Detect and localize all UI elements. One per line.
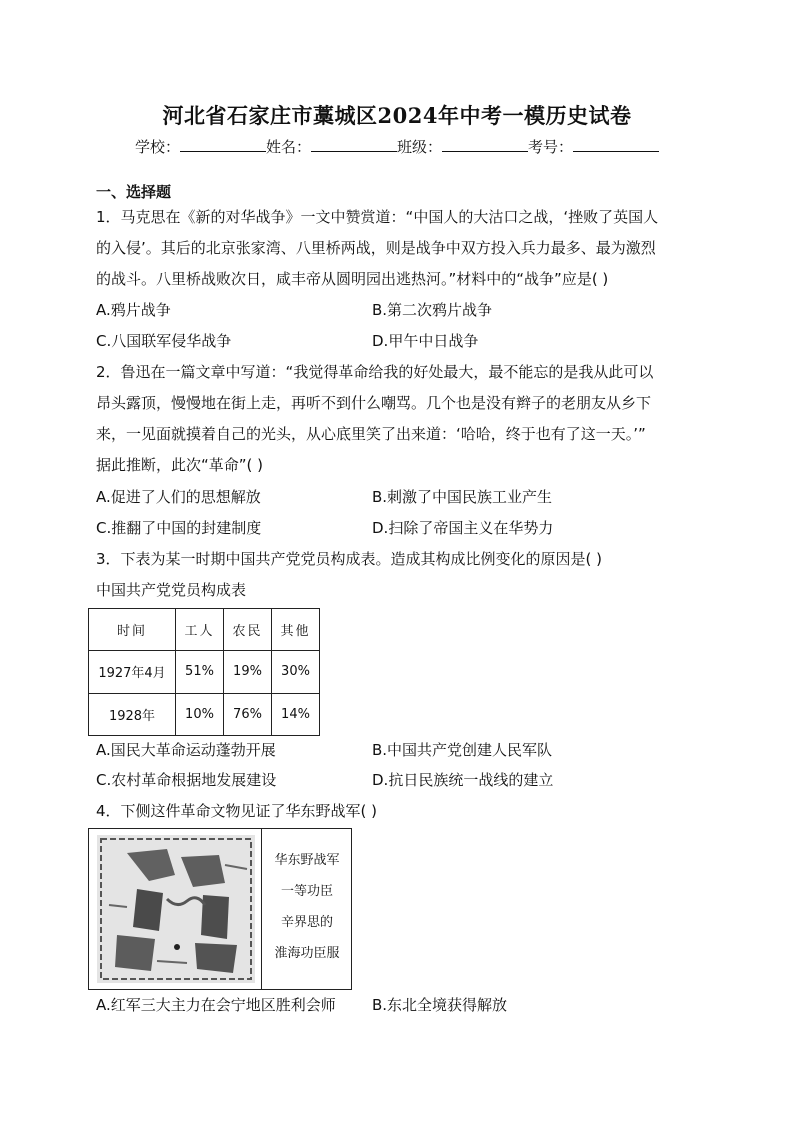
q3-table-title: 中国共产党党员构成表: [96, 581, 247, 599]
q3-option-c: C.农村革命根据地发展建设: [96, 771, 277, 789]
q2-option-a: A.促进了人们的思想解放: [96, 488, 261, 506]
q4-line: 4．下侧这件革命文物见证了华东野战军( ): [96, 802, 378, 820]
table-cell: 76%: [224, 693, 272, 735]
q1-option-a: A.鸦片战争: [96, 301, 171, 319]
q4-option-b: B.东北全境获得解放: [372, 996, 508, 1014]
table-cell: 1927年4月: [89, 651, 176, 693]
q3-option-d: D.抗日民族统一战线的建立: [372, 771, 554, 789]
table-header-row: [89, 609, 320, 651]
name-blank: [311, 137, 397, 152]
q2-line: 2．鲁迅在一篇文章中写道：“我觉得革命给我的好处最大，最不能忘的是我从此可以: [96, 363, 654, 381]
number-blank: [573, 137, 659, 152]
caption-line: 华东野战军: [274, 853, 340, 868]
q2-line: 来，一见面就摸着自己的光头，从心底里笑了出来道：‘哈哈，终于也有了这一天。’”: [96, 425, 646, 443]
caption-line: 淮海功臣服: [274, 946, 340, 961]
q1-option-b: B.第二次鸦片战争: [372, 301, 493, 319]
student-info-row: [0, 136, 794, 157]
table-cell: 14%: [272, 693, 320, 735]
table-cell: 1928年: [89, 693, 176, 735]
q4-option-a: A.红军三大主力在会宁地区胜利会师: [96, 996, 336, 1014]
school-blank: [180, 137, 266, 152]
relic-figure: [88, 828, 352, 990]
q2-option-c: C.推翻了中国的封建制度: [96, 519, 262, 537]
q3-option-a: A.国民大革命运动蓬勃开展: [96, 741, 276, 759]
class-label: 班级：: [397, 138, 443, 156]
relic-photo: [97, 835, 255, 983]
table-header-cell: 其他: [272, 609, 320, 651]
table-row: [89, 693, 320, 735]
exam-title: 河北省石家庄市藁城区2024年中考一模历史试卷: [162, 103, 632, 128]
table-row: [89, 651, 320, 693]
q1-option-c: C.八国联军侵华战争: [96, 332, 232, 350]
table-header-cell: 工人: [176, 609, 224, 651]
table-cell: 19%: [224, 651, 272, 693]
member-composition-table: [88, 608, 320, 736]
q1-option-d: D.甲午中日战争: [372, 332, 479, 350]
table-cell: 51%: [176, 651, 224, 693]
q2-line: 昂头露顶，慢慢地在街上走，再听不到什么嘲骂。几个也是没有辫子的老朋友从乡下: [96, 394, 652, 412]
caption-line: 一等功臣: [280, 884, 333, 899]
table-cell: 30%: [272, 651, 320, 693]
table-cell: 10%: [176, 693, 224, 735]
school-label: 学校：: [134, 138, 180, 156]
stamp-image: [97, 835, 255, 983]
table-header-cell: 农民: [224, 609, 272, 651]
table-header-cell: 时间: [89, 609, 176, 651]
q1-line: 1．马克思在《新的对华战争》一文中赞赏道：“中国人的大沽口之战，‘挫败了英国人: [96, 208, 659, 226]
section-heading: 一、选择题: [96, 183, 172, 201]
q3-line: 3．下表为某一时期中国共产党党员构成表。造成其构成比例变化的原因是( ): [96, 550, 603, 568]
number-label: 考号：: [528, 138, 574, 156]
name-label: 姓名：: [265, 138, 311, 156]
q2-option-d: D.扫除了帝国主义在华势力: [372, 519, 554, 537]
q2-line: 据此推断，此次“革命”( ): [96, 456, 264, 474]
q1-line: 的战斗。八里桥战败次日，咸丰帝从圆明园出逃热河。”材料中的“战争”应是( ): [96, 270, 609, 288]
q3-option-b: B.中国共产党创建人民军队: [372, 741, 553, 759]
caption-line: 辛界思的: [280, 915, 333, 930]
relic-caption: [262, 845, 352, 969]
class-blank: [442, 137, 528, 152]
q1-line: 的入侵’。其后的北京张家湾、八里桥两战，则是战争中双方投入兵力最多、最为激烈: [96, 239, 656, 257]
q2-option-b: B.刺激了中国民族工业产生: [372, 488, 553, 506]
